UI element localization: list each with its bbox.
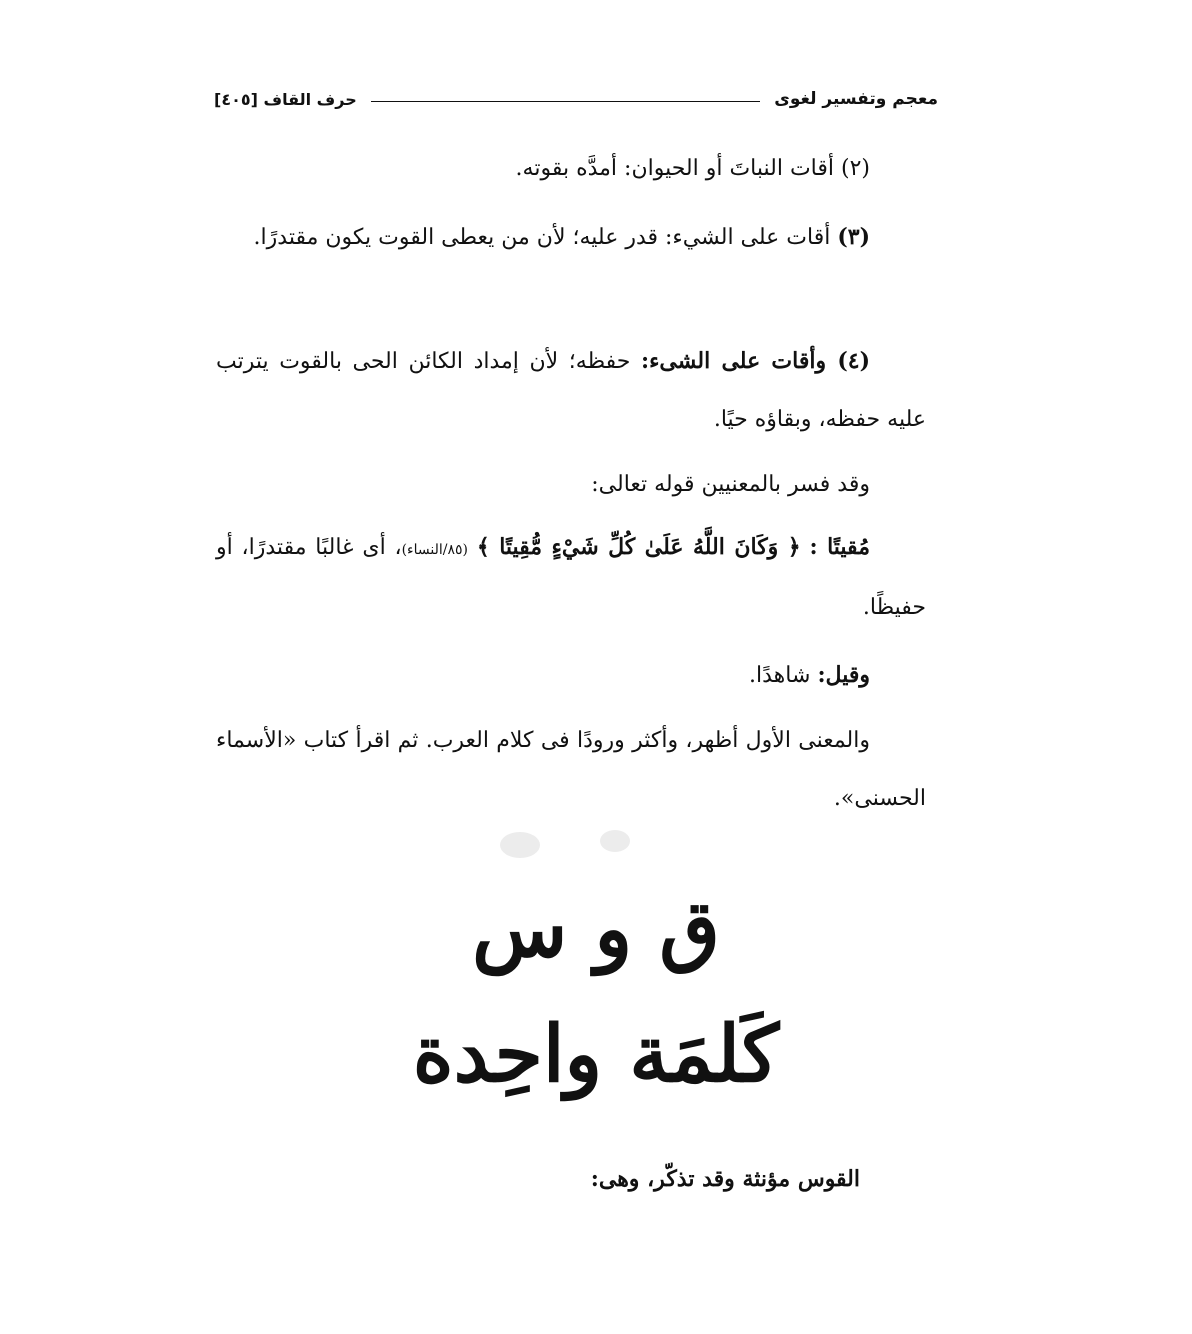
scan-speck [500,832,540,858]
meaning-4-heading: (٤) وأقات على الشىء: [640,348,871,374]
scan-speck [600,830,630,852]
page-reference: حرف القاف [٤٠٥] [214,89,357,109]
paragraph-meaning-2 [216,140,926,198]
paragraph-meaning-3 [216,208,926,267]
conclusion-text: والمعنى الأول أظهر، وأكثر ورودًا فى كلام العرب. ثم اقرأ كتاب «الأسماء الحسنى». [216,728,926,811]
running-title: معجم وتفسير لغوى [774,89,938,109]
alternative-heading: وقيل: [817,662,870,688]
paragraph-interpretation [216,456,926,514]
muqit-text: ، أى غالبًا مقتدرًا، أو حفيظًا. [216,535,926,620]
meaning-3-text: أقات على الشيء: قدر عليه؛ لأن من يعطى القوت يكون مقتدرًا. [253,225,831,250]
page-header [214,84,938,114]
interpretation-text: وقد فسر بالمعنيين قوله تعالى: [591,472,870,497]
paragraph-meaning-4 [216,332,926,449]
verse-reference: (٨٥/النساء) [401,542,469,558]
paragraph-alternative [216,646,926,705]
meaning-4-text: حفظه؛ لأن إمداد الكائن الحى بالقوت يترتب عليه حفظه، وبقاؤه حيًا. [216,349,926,432]
header-rule [371,101,761,102]
closing-line: القوس مؤنثة وقد تذكّر، وهى: [590,1166,860,1192]
meaning-3-number: (٣) [837,224,870,250]
root-subtitle: كَلمَة واحِدة [412,1009,780,1100]
paragraph-muqit [216,518,926,637]
alternative-text: شاهدًا. [749,663,811,688]
paragraph-conclusion [216,712,926,828]
root-heading: ق و س [472,884,720,975]
muqit-heading: مُقيتًا : [809,534,870,560]
quran-verse: ﴿ وَكَانَ اللَّهُ عَلَىٰ كُلِّ شَيْءٍ مُّقِيتًا ﴾ [476,534,801,560]
meaning-2-text: (٢) أقات النباتَ أو الحيوان: أمدَّه بقوته. [515,156,870,181]
